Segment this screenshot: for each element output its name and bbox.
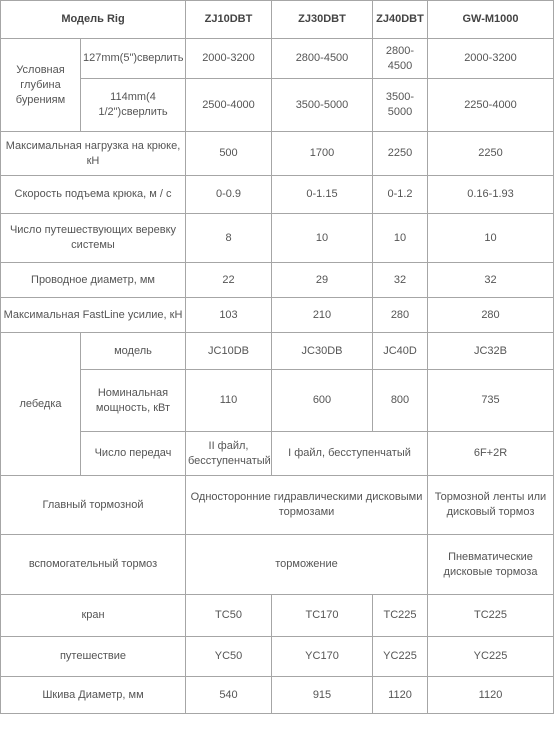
table-cell: JC32B bbox=[428, 333, 554, 370]
table-cell: 8 bbox=[186, 214, 272, 263]
depth-label-cell: Условная глубина бурениям bbox=[1, 39, 81, 132]
winch-label-cell: лебедка bbox=[1, 333, 81, 476]
table-cell: 32 bbox=[428, 263, 554, 298]
table-cell: JC10DB bbox=[186, 333, 272, 370]
table-cell: TC225 bbox=[428, 595, 554, 637]
table-cell: 2250-4000 bbox=[428, 79, 554, 132]
winch-sub-label: Номинальная мощность, кВт bbox=[81, 370, 186, 432]
table-cell: 110 bbox=[186, 370, 272, 432]
table-row bbox=[1, 677, 554, 714]
table-cell: TC50 bbox=[186, 595, 272, 637]
table-row bbox=[1, 476, 554, 535]
table-cell: 1120 bbox=[373, 677, 428, 714]
table-cell: 2250 bbox=[428, 132, 554, 176]
depth-sub-label: 127mm(5")сверлить bbox=[81, 39, 186, 79]
row-label-cell: Главный тормозной bbox=[1, 476, 186, 535]
table-row bbox=[1, 637, 554, 677]
row-label-cell: кран bbox=[1, 595, 186, 637]
table-cell: 2800-4500 bbox=[373, 39, 428, 79]
table-cell: YC170 bbox=[272, 637, 373, 677]
table-cell: 800 bbox=[373, 370, 428, 432]
row-label-cell: вспомогательный тормоз bbox=[1, 535, 186, 595]
table-cell: 22 bbox=[186, 263, 272, 298]
row-label-cell: путешествие bbox=[1, 637, 186, 677]
table-cell: 10 bbox=[373, 214, 428, 263]
model-header-gw-m1000: GW-M1000 bbox=[428, 1, 554, 39]
table-cell: 540 bbox=[186, 677, 272, 714]
table-row bbox=[1, 176, 554, 214]
table-cell: 2800-4500 bbox=[272, 39, 373, 79]
table-cell: 280 bbox=[428, 298, 554, 333]
table-cell: YC225 bbox=[373, 637, 428, 677]
table-cell: 1700 bbox=[272, 132, 373, 176]
table-row bbox=[1, 432, 554, 476]
table-cell: 2000-3200 bbox=[186, 39, 272, 79]
table-cell: 3500-5000 bbox=[272, 79, 373, 132]
table-cell: 280 bbox=[373, 298, 428, 333]
table-row bbox=[1, 263, 554, 298]
table-cell: Односторонние гидравлическими дисковыми тормозами bbox=[186, 476, 428, 535]
row-label-cell: Максимальная нагрузка на крюке, кН bbox=[1, 132, 186, 176]
table-cell: 0-1.2 bbox=[373, 176, 428, 214]
table-cell: 735 bbox=[428, 370, 554, 432]
table-row bbox=[1, 132, 554, 176]
table-cell: 6F+2R bbox=[428, 432, 554, 476]
table-cell: 2250 bbox=[373, 132, 428, 176]
table-cell: II файл, бесступенчатый bbox=[186, 432, 272, 476]
table-cell: 915 bbox=[272, 677, 373, 714]
model-label-cell: Модель Rig bbox=[1, 1, 186, 39]
table-header-row bbox=[1, 1, 554, 39]
row-label-cell: Шкива Диаметр, мм bbox=[1, 677, 186, 714]
table-row bbox=[1, 370, 554, 432]
table-cell: 3500-5000 bbox=[373, 79, 428, 132]
table-cell: 10 bbox=[272, 214, 373, 263]
table-cell: 1120 bbox=[428, 677, 554, 714]
table-cell: торможение bbox=[186, 535, 428, 595]
table-cell: 210 bbox=[272, 298, 373, 333]
table-cell: 0-0.9 bbox=[186, 176, 272, 214]
table-cell: 500 bbox=[186, 132, 272, 176]
row-label-cell: Скорость подъема крюка, м / с bbox=[1, 176, 186, 214]
table-row bbox=[1, 39, 554, 79]
row-label-cell: Проводное диаметр, мм bbox=[1, 263, 186, 298]
model-header-zj10dbt: ZJ10DBT bbox=[186, 1, 272, 39]
table-cell: YC50 bbox=[186, 637, 272, 677]
table-row bbox=[1, 298, 554, 333]
table-cell: JC30DB bbox=[272, 333, 373, 370]
table-cell: 10 bbox=[428, 214, 554, 263]
table-row bbox=[1, 79, 554, 132]
depth-sub-label: 114mm(4 1/2")сверлить bbox=[81, 79, 186, 132]
table-cell: 0.16-1.93 bbox=[428, 176, 554, 214]
table-cell: I файл, бесступенчатый bbox=[272, 432, 428, 476]
table-cell: 29 bbox=[272, 263, 373, 298]
row-label-cell: Максимальная FastLine усилие, кН bbox=[1, 298, 186, 333]
table-cell: YC225 bbox=[428, 637, 554, 677]
table-cell: Тормозной ленты или дисковый тормоз bbox=[428, 476, 554, 535]
table-cell: 32 bbox=[373, 263, 428, 298]
table-row bbox=[1, 333, 554, 370]
table-cell: 2500-4000 bbox=[186, 79, 272, 132]
table-cell: Пневматические дисковые тормоза bbox=[428, 535, 554, 595]
table-cell: 103 bbox=[186, 298, 272, 333]
table-cell: JC40D bbox=[373, 333, 428, 370]
model-header-zj30dbt: ZJ30DBT bbox=[272, 1, 373, 39]
table-cell: 0-1.15 bbox=[272, 176, 373, 214]
table-row bbox=[1, 214, 554, 263]
table-cell: TC170 bbox=[272, 595, 373, 637]
table-cell: TC225 bbox=[373, 595, 428, 637]
winch-sub-label: Число передач bbox=[81, 432, 186, 476]
row-label-cell: Число путешествующих веревку системы bbox=[1, 214, 186, 263]
table-row bbox=[1, 535, 554, 595]
table-cell: 2000-3200 bbox=[428, 39, 554, 79]
winch-sub-label: модель bbox=[81, 333, 186, 370]
model-header-zj40dbt: ZJ40DBT bbox=[373, 1, 428, 39]
table-cell: 600 bbox=[272, 370, 373, 432]
table-row bbox=[1, 595, 554, 637]
